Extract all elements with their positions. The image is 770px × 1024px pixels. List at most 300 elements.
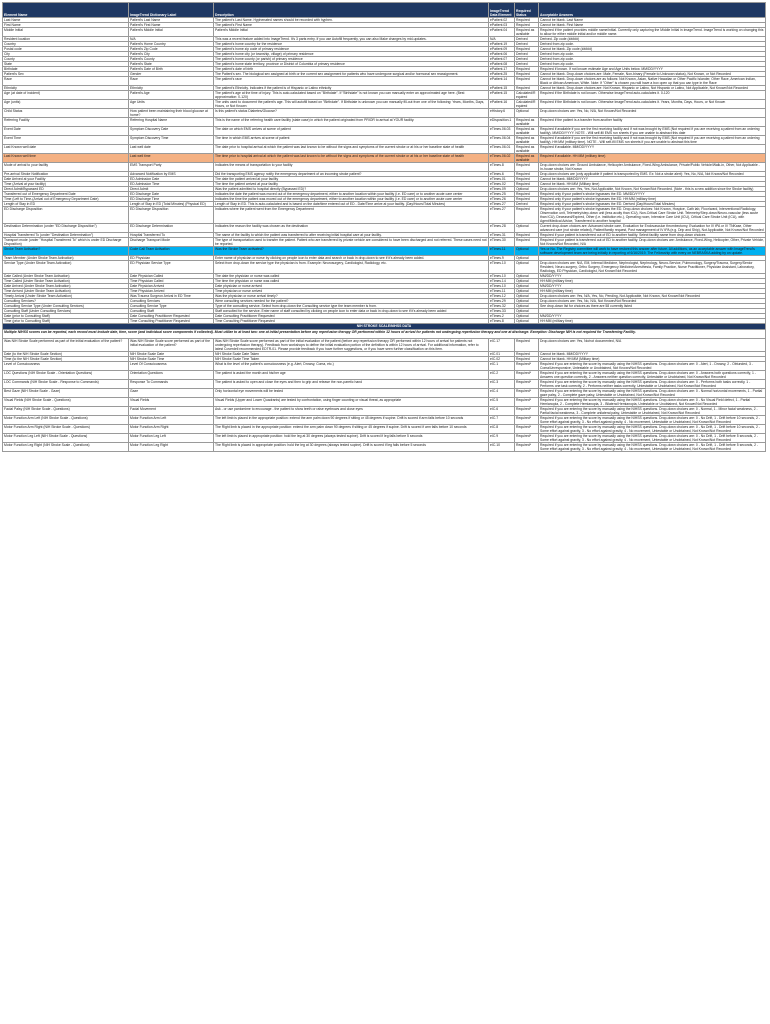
cell-required-status: Required [515, 207, 539, 224]
cell-data-element: eTimes.33 [489, 309, 515, 314]
cell-data-element: eIC.7 [489, 416, 515, 425]
table-header [3, 3, 766, 18]
cell-dictionary-label: Code Call Team Activation [129, 247, 214, 256]
cell-data-element: ePatient.15 [489, 86, 515, 91]
cell-dictionary-label: ED Discharge Date [129, 192, 214, 197]
cell-acceptable-answers: Derived from zip code. [539, 52, 766, 57]
cell-description: Only horizontal eye movements will be tested [214, 389, 489, 398]
cell-acceptable-answers: Required only if your patient's stroke bypasses the ED. HH:MM (military time) [539, 197, 766, 202]
cell-dictionary-label: Consulting Services [129, 299, 214, 304]
cell-element-name: Motor Function Arm Left (NIH Stroke Scale - Questions) [3, 416, 129, 425]
cell-required-status: Required [515, 47, 539, 52]
cell-data-element: eTimes.25 [489, 192, 515, 197]
cell-acceptable-answers: Required if available if you are the first receiving facility and if not was brought by EMS (Not required if you are receiving a patient from an ordering facility). HH:MM (military time). NOTE - Will self-fill EMS run sheets if you are unable to abstract this time [539, 136, 766, 145]
cell-description: Time Consulting Practitioner Requested [214, 319, 489, 324]
cell-element-name: Was NIH Stroke Scale performed as part of the initial evaluation of the patient? [3, 339, 129, 352]
cell-element-name: Time Called (Under Stroke Team Activation) [3, 279, 129, 284]
cell-dictionary-label: NIH Stroke Scale Date [129, 352, 214, 357]
table-row [3, 425, 766, 434]
cell-description: The patient's home county (or parish) of primary residence [214, 57, 489, 62]
header-element-name: Element Name [3, 3, 129, 18]
cell-dictionary-label: Was Trauma Surgeon Arrival in ED Time [129, 294, 214, 299]
cell-element-name: Ethnicity [3, 86, 129, 91]
cell-required-status: Optional [515, 304, 539, 309]
cell-description: The patient is asked to open and close the eyes and then to grip and release the non-paretic hand [214, 380, 489, 389]
cell-description: Is this patient's status Diabetes/Glucose? [214, 109, 489, 118]
cell-required-status: Optional [515, 309, 539, 314]
cell-acceptable-answers: Cannot be blank. HH:MM (Military time) [539, 357, 766, 362]
cell-element-name: Team Member (Under Stroke Team Activation) [3, 256, 129, 261]
table-row [3, 389, 766, 398]
cell-required-status: Required as available [515, 154, 539, 163]
cell-description: Was NIH Stroke Scale score performed as part of the initial evaluation of the patient (before any reperfusion therapy OR performed within 12 hours of arrival for patients not undergoing reperfusion therapy). Feedback from workshops to define the initial evaluation portion of the definition is within 12 hours of arrival. For additional information, refer to latest Coverdell recommended EDTR-01. Please provide feedback if you have further suggestions, or if you have seen further classification on this item. [214, 339, 489, 352]
cell-dictionary-label: ED Physician Service Type [129, 261, 214, 274]
cell-description: The Patient's sex. The biological sex assigned at birth or the current sex assignment for patients who have undergone surgical and/or hormonal sex reassignment. [214, 72, 489, 77]
cell-element-name: Time (Arrival at your facility) [3, 182, 129, 187]
cell-description: The time the physician or nurse was called [214, 279, 489, 284]
cell-data-element: ePatient.03 [489, 23, 515, 28]
cell-data-element: eIC.02 [489, 357, 515, 362]
header-required-status: Required Status [515, 3, 539, 18]
cell-data-element: eTimes.6 [489, 172, 515, 177]
cell-description: Visual Fields (Upper and Lower Quadrants) are tested by confrontation, using finger counting or visual threat, as appropriate [214, 398, 489, 407]
cell-data-element: ePatient.14 [489, 77, 515, 86]
cell-acceptable-answers: HH:MM (military time) [539, 289, 766, 294]
cell-description: The patient is asked the month and his/her age [214, 371, 489, 380]
cell-acceptable-answers: Cannot be blank. Last Name [539, 18, 766, 23]
cell-element-name: Country [3, 42, 129, 47]
cell-element-name: Level of Consciousness [3, 362, 129, 371]
cell-dictionary-label: Date Consulting Practitioner Requested [129, 314, 214, 319]
cell-dictionary-label: Visual Fields [129, 398, 214, 407]
cell-description: NIH Stroke Scale Time Taken [214, 357, 489, 362]
cell-acceptable-answers: Cannot be blank. Zip code (#####) [539, 47, 766, 52]
cell-element-name: Stroke Team Activation? [3, 247, 129, 256]
cell-element-name: Time (Left to Time-(Arrival out of Emergency Department Date) [3, 197, 129, 202]
cell-dictionary-label: Date Physician Arrived [129, 284, 214, 289]
cell-required-status: Optional [515, 274, 539, 279]
cell-required-status: Required* [515, 389, 539, 398]
cell-data-element: eTimes.9 [489, 256, 515, 261]
table-row [3, 109, 766, 118]
header-acceptable-answers: Acceptable Answers [539, 3, 766, 18]
cell-element-name: Date Called (Under Stroke Team Activation) [3, 274, 129, 279]
cell-dictionary-label: ED Discharge Time [129, 197, 214, 202]
cell-required-status: Derived [515, 42, 539, 47]
cell-required-status: Required* [515, 416, 539, 425]
cell-description: The patient's date of birth [214, 67, 489, 72]
cell-description: The time in which EMS arrives at scene of patient [214, 136, 489, 145]
cell-data-element: eIC.17 [489, 339, 515, 352]
cell-data-element: eTimes.8 [489, 163, 515, 172]
table-row [3, 28, 766, 37]
cell-required-status: Required as available [515, 127, 539, 136]
cell-description: The date the patient arrived at your facility [214, 177, 489, 182]
cell-element-name: City [3, 52, 129, 57]
cell-dictionary-label: Was NIH Stroke Scale score performed as part of the initial evaluation of the patient? [129, 339, 214, 352]
cell-description: Date Consulting Practitioner Requested [214, 314, 489, 319]
cell-element-name: Motor Function Leg Right (NIH Stroke Scale - Questions) [3, 443, 129, 452]
cell-dictionary-label: Patient's City [129, 52, 214, 57]
cell-dictionary-label: Patient's Last Name [129, 18, 214, 23]
cell-element-name: Date (prior to Consulting Staff) [3, 314, 129, 319]
cell-data-element: eIC.01 [489, 352, 515, 357]
cell-dictionary-label: N/A [129, 37, 214, 42]
cell-required-status: Derived [515, 202, 539, 207]
cell-element-name: LOC Commands (NIH Stroke Scale - Response to Commands) [3, 380, 129, 389]
table-row [3, 154, 766, 163]
cell-description: The patient's Ethnicity. Indicates if the patient is of Hispanic or Latino ethnicity [214, 86, 489, 91]
cell-element-name: Date Arrived at your Facility [3, 177, 129, 182]
cell-acceptable-answers: See drop-down list for choices as there are 58 currently listed [539, 304, 766, 309]
cell-element-name: Referring Facility [3, 118, 129, 127]
cell-element-name: Consulting Services? [3, 299, 129, 304]
cell-dictionary-label: Motor Function Leg Left [129, 434, 214, 443]
cell-acceptable-answers: Cannot be blank. MM/DD/YYYY [539, 177, 766, 182]
cell-element-name: State [3, 62, 129, 67]
cell-dictionary-label: Patient's First Name [129, 23, 214, 28]
cell-description: What is the level of the patient's consciousness (e.g. Alert, Drowsy, Coma, etc.) [214, 362, 489, 371]
cell-data-element: ePatient.02 [489, 18, 515, 23]
cell-element-name: Resident location [3, 37, 129, 42]
cell-dictionary-label: Patient's State [129, 62, 214, 67]
cell-description: Were consulting services needed for the patient? [214, 299, 489, 304]
cell-element-name: Last Known well date [3, 145, 129, 154]
cell-description: The patient's home state territory, province or District of Columbia of primary residence [214, 62, 489, 67]
cell-description: Type of the consulting service. Select from drop-down the Consulting service type the team member is from. [214, 304, 489, 309]
cell-required-status: Required [515, 77, 539, 86]
cell-data-element: eHistory.6 [489, 109, 515, 118]
cell-description: Indicates the date the patient was moved out of the emergency department, either to another location within your facility (i.e. ED care) or to another acute care center [214, 192, 489, 197]
cell-element-name: County [3, 57, 129, 62]
cell-acceptable-answers: Derived. Zip code (#####) [539, 37, 766, 42]
cell-element-name: Postal code [3, 47, 129, 52]
cell-dictionary-label: Time Physician Called [129, 279, 214, 284]
cell-data-element: eTimes.10 [489, 274, 515, 279]
cell-description: Staff consulted for the service. Enter name of staff consulted by clicking on people icon to enter data or back in drop-down to see if it's already been added [214, 309, 489, 314]
cell-element-name: Transport mode (under "Hospital Transferred To" which is under ED Discharge Disposition) [3, 238, 129, 247]
cell-description: The patient's home city (or township, village) of primary residence [214, 52, 489, 57]
cell-required-status: Required* [515, 362, 539, 371]
cell-required-status: Required [515, 182, 539, 187]
cell-required-status: Required [515, 23, 539, 28]
cell-data-element: eTimes.28 [489, 224, 515, 233]
cell-acceptable-answers: Drop-down choices are: Yes, No, N/A, Not Known/Not Recorded [539, 109, 766, 118]
cell-dictionary-label: Motor Function Arm Left [129, 416, 214, 425]
cell-acceptable-answers: Required if available. MM/DD/YYYY [539, 145, 766, 154]
cell-acceptable-answers: Derived from zip code. [539, 57, 766, 62]
cell-dictionary-label: ED Admission Time [129, 182, 214, 187]
cell-dictionary-label: Last well date [129, 145, 214, 154]
cell-data-element: eTimes.11 [489, 247, 515, 256]
cell-acceptable-answers: Required if you are entering the score by manually using the NIHSS questions. Drop-down choices are: 0 - No Drift, 1 - Drift before 5 seconds, 2 - Some effort against gravity, 3 - No effort against gravity, 4 - No movement, Untestable or Unobtained, Not Known/Not Recorded [539, 443, 766, 452]
cell-description: The patient's age at the time of injury. This is auto-calculated based on "Birthdate". If "Birthdate" is not known you can manually enter an approximated age here. (Best approximation: 0-120) [214, 91, 489, 100]
cell-element-name: Direct Admit/Bypassed ED [3, 187, 129, 192]
cell-description: The time the patient arrived at your facility [214, 182, 489, 187]
cell-data-element: ePatient.08 [489, 62, 515, 67]
cell-dictionary-label: Age Units [129, 100, 214, 109]
cell-data-element: ePatient.19 [489, 42, 515, 47]
cell-dictionary-label: Consulting Service Type [129, 304, 214, 309]
cell-required-status: Optional [515, 284, 539, 289]
cell-description: The patient's home country for the residence [214, 42, 489, 47]
cell-data-element: eTimes.06.03 [489, 127, 515, 136]
cell-description: Date physician or nurse arrived [214, 284, 489, 289]
cell-element-name: Consulting Service Type (Under Consulting Services) [3, 304, 129, 309]
cell-required-status: Required [515, 192, 539, 197]
cell-description: The date prior to hospital arrival at which the patient was last known to be without the signs and symptoms of the current stroke or at his or her baseline state of health [214, 145, 489, 154]
cell-description: The patient's race [214, 77, 489, 86]
cell-dictionary-label: Patient's Zip Code [129, 47, 214, 52]
cell-dictionary-label: Ethnicity [129, 86, 214, 91]
cell-element-name: Time Arrived (Under Stroke Team Activation) [3, 289, 129, 294]
table-row [3, 145, 766, 154]
cell-required-status: Optional [515, 289, 539, 294]
cell-data-element: eIC.4 [489, 389, 515, 398]
cell-required-status: Optional [515, 247, 539, 256]
cell-required-status: Calculated/Required [515, 91, 539, 100]
cell-acceptable-answers: Cannot be blank. First Name [539, 23, 766, 28]
cell-description: Was the Stroke Team activated? [214, 247, 489, 256]
cell-dictionary-label: EMS Transport Party [129, 163, 214, 172]
section-note: Multiple NIHSS scores can be reported, each record must include date, time, score (and individual score components if collected). Must utilize to at least two: one at initial presentation before any reperfusion therapy OR performed within 12 hours of arrival for patients not undergoing reperfusion therapy and one at discharge. Exception: Discharge NIH is not required for Transferring Facility. [3, 330, 766, 339]
cell-acceptable-answers: Required if the Birthdate is not known. Otherwise ImageTrend auto-calculates it. Years, Months, Days, Hours, or Not Known [539, 100, 766, 109]
cell-required-status: Optional [515, 319, 539, 324]
cell-description: The left limb is placed in appropriate position: hold the leg at 30 degrees (always tested supine). Drift is scored if leg falls before 5 seconds [214, 434, 489, 443]
cell-element-name: Age (units) [3, 100, 129, 109]
cell-dictionary-label: Facial Movement [129, 407, 214, 416]
cell-data-element: eTimes.8 [489, 319, 515, 324]
cell-element-name: First Name [3, 23, 129, 28]
cell-acceptable-answers: Required if the patient is a transfer from another facility [539, 118, 766, 127]
cell-dictionary-label: Hospital Transferred To [129, 233, 214, 238]
cell-data-element: eTimes.27 [489, 202, 515, 207]
cell-description: Select from drop-down the service type the physician is from. Example: Neurosurgery, Cardiologist, Radiology, etc. [214, 261, 489, 274]
cell-dictionary-label: Response To Commands [129, 380, 214, 389]
cell-required-status: Required* [515, 407, 539, 416]
cell-description: Indicates the reason the facility was chosen as the destination [214, 224, 489, 233]
cell-description: Was the physician or nurse arrival timely? [214, 294, 489, 299]
table-row [3, 136, 766, 145]
cell-element-name: Event Time [3, 136, 129, 145]
cell-data-element: eTimes.06.01 [489, 145, 515, 154]
cell-dictionary-label: Advanced Notification by EMS [129, 172, 214, 177]
cell-data-element: eIC.5 [489, 398, 515, 407]
cell-element-name: Motor Function Leg Left (NIH Stroke Scale - Questions) [3, 434, 129, 443]
cell-acceptable-answers: Required if the patient provides middle name/initial. Currently only capturing the Middle Initial in ImageTrend. ImageTrend is working on changing this to allow for either middle initial and/or middle name. [539, 28, 766, 37]
cell-dictionary-label: Patient's Date of Birth [129, 67, 214, 72]
table-row [3, 261, 766, 274]
section-title: NIH STROKE SCALE/NIHSS DATA [3, 324, 766, 330]
cell-acceptable-answers: Cannot be blank. Drop-down choices are: Male, Female, Non-binary (Female to Unknown status), Not Known, or Not Recorded [539, 72, 766, 77]
cell-element-name: Hospital Transferred To (under "Destination Determination") [3, 233, 129, 238]
cell-element-name: Mode of arrival to your facility [3, 163, 129, 172]
cell-data-element: eTimes.14 [489, 279, 515, 284]
cell-data-element: eIC.8 [489, 425, 515, 434]
cell-description: The name of the facility to which the patient was transferred to after receiving initial hospital care at your facility. [214, 233, 489, 238]
cell-acceptable-answers: HH:MM (military time) [539, 319, 766, 324]
cell-dictionary-label: Orientation Questions [129, 371, 214, 380]
cell-element-name: Time (to the NIH Stroke Scale Section) [3, 357, 129, 362]
cell-dictionary-label: Race [129, 77, 214, 86]
header-row [3, 3, 766, 18]
cell-data-element: ePatient.09 [489, 47, 515, 52]
table-row [3, 127, 766, 136]
cell-required-status: Required [515, 172, 539, 177]
cell-description: The patient's Last Name. Hyphenated names should be recorded with hyphen. [214, 18, 489, 23]
cell-data-element: eIC.3 [489, 380, 515, 389]
cell-data-element: eTimes.10 [489, 284, 515, 289]
cell-dictionary-label: How patient been maintaining their blood glucose at home? [129, 109, 214, 118]
cell-dictionary-label: ED Admission Date [129, 177, 214, 182]
cell-data-element: eTimes.2 [489, 314, 515, 319]
cell-required-status: Required* [515, 443, 539, 452]
header-dictionary-label: ImageTrend Dictionary Label [129, 3, 214, 18]
cell-description: Enter name of physician or nurse by clicking on people icon to enter data and search or back in drop-down to see if it's already been added. [214, 256, 489, 261]
cell-element-name: Pre-arrival Stroke Notification [3, 172, 129, 177]
cell-element-name: Middle Initial [3, 28, 129, 37]
cell-dictionary-label: ED Discharge Determination [129, 224, 214, 233]
table-row [3, 362, 766, 371]
cell-description: Patient's Middle Initial [214, 28, 489, 37]
cell-element-name: Consulting Staff (Under Consulting Services) [3, 309, 129, 314]
cell-description: The type of transportation used to transfer the patient. Patient who are transferred by private vehicle are considered to have been discharged and not referred. These cases need not be reported. [215, 238, 487, 246]
cell-data-element: eTimes.27 [489, 207, 515, 224]
cell-required-status: Required [515, 357, 539, 362]
table-row [3, 339, 766, 352]
table-row [3, 163, 766, 172]
cell-description: NIH Stroke Scale Date Taken [214, 352, 489, 357]
header-data-element: ImageTrend Data Element [489, 3, 515, 18]
cell-acceptable-answers: Required if your patient is transferred out of ED to another facility. Drop-down choices are: Ambulance, Fixed-Wing, Helicopter, Other, Private Vehicle, Not Known/Not Recorded, N/A [540, 238, 765, 246]
table-row [3, 398, 766, 407]
cell-acceptable-answers: Yes or No. The Registry committee will work to have restored this answer after future. All additions, as an acceptable answer with ImageTrend's software development team are being initially in reporting of 6/16/2019. The Fellowship with every on NEBRASKA adding by on update. [539, 247, 766, 256]
cell-acceptable-answers: Drop-down choices are (only applicable if patient is transported by EMS. Ex: Not a stroke alert): Yes, No, N/A, Not Known/Not Recorded [539, 172, 766, 177]
cell-required-status: Derived [515, 37, 539, 42]
cell-required-status: Required as available [515, 118, 539, 127]
cell-required-status: Required as available [515, 28, 539, 37]
cell-element-name: Timely Arrival (Under Stroke Team Activation) [3, 294, 129, 299]
cell-acceptable-answers: Required if the Birthdate is not known. Otherwise ImageTrend auto-calculates it. 0-120 [539, 91, 766, 100]
table-row [3, 207, 766, 224]
cell-acceptable-answers: Drop-down choices are: Ground Ambulance, Helicopter Ambulance, Fixed-Wing Ambulance, Private/Public Vehicle/Walk-in, Other, Not Applicable - In-house stroke, Not Known [539, 163, 766, 172]
cell-data-element: eTimes.12 [489, 294, 515, 299]
cell-description: Was the patient admitted to hospital directly (Bypassed ED)? [214, 187, 489, 192]
cell-acceptable-answers: Derived from zip code. [539, 62, 766, 67]
cell-element-name: Transferred out of Emergency Department Date [3, 192, 129, 197]
cell-acceptable-answers: Required if you are entering the score by manually using the NIHSS questions. Drop-down choices are: 0 - No Drift, 1 - Drift before 10 seconds, 2 - Some effort against gravity, 3 - No effort against gravity, 4 - No movement, Untestable or Unobtained, Not Known/Not Recorded [539, 425, 766, 434]
cell-element-name: Birthdate [3, 67, 129, 72]
cell-element-name: ED Discharge Disposition [3, 207, 129, 224]
cell-element-name: Facial Palsy (NIH Stroke Scale - Questions) [3, 407, 129, 416]
cell-data-element: eDisposition.1 [489, 118, 515, 127]
table-row [3, 407, 766, 416]
cell-dictionary-label: Direct Admit [129, 187, 214, 192]
cell-required-status: Required [515, 18, 539, 23]
cell-acceptable-answers: Required if available. HH:MM (military time) [539, 154, 766, 163]
table-row [3, 91, 766, 100]
cell-data-element: eTimes.26 [489, 197, 515, 202]
cell-element-name: Date Arrived (Under Stroke Team Activation) [3, 284, 129, 289]
cell-required-status: Derived [515, 62, 539, 67]
cell-data-element: eIC.6 [489, 407, 515, 416]
cell-dictionary-label: ED Physician [129, 256, 214, 261]
table-body [3, 18, 766, 452]
cell-dictionary-label: Motor Function Arm Right [129, 425, 214, 434]
cell-acceptable-answers: Derived from zip code. [539, 42, 766, 47]
cell-data-element: eTimes.02 [489, 182, 515, 187]
cell-data-element: eIC.10 [489, 443, 515, 452]
cell-acceptable-answers: Drop-down choices are: Yes, N/A, Yes, No, Pending, Not Applicable, Not Known, Not Known/Not Recorded [539, 294, 766, 299]
cell-description: The units used to document the patient's age. This will autofill based on "Birthdate". If Birthdate is unknown you can manually fill-out from one of the following: Years, Months, Days, Hours, or Not Known [214, 100, 489, 109]
header-description: Description [214, 3, 489, 18]
cell-data-element: ePatient.17 [489, 67, 515, 72]
cell-dictionary-label: Last well time [129, 154, 214, 163]
cell-dictionary-label: Symptom Discovery Time [129, 136, 214, 145]
cell-description: Time physician or nurse arrived [214, 289, 489, 294]
cell-data-element: ePatient.16 [489, 100, 515, 109]
cell-description: Indicates the means of transportation to your facility [214, 163, 489, 172]
cell-element-name: Last Name [3, 18, 129, 23]
cell-dictionary-label: Length of Stay in ED (Total Minutes) (Physical ED) [129, 202, 214, 207]
cell-data-element: eTimes.30 [489, 238, 515, 247]
cell-description: This is the name of the referring health care facility (state case) in which the patient originated from PRIOR to arrival at YOUR facility. [214, 118, 489, 127]
cell-data-element: ePatient.25 [489, 72, 515, 77]
cell-element-name: Service Type (Under Stroke Team Activation) [3, 261, 129, 274]
cell-element-name: Race [3, 77, 129, 86]
cell-description: The left limb is placed in the appropriate position: extend the arm palm down 90 degrees if sitting or 45 degrees if supine. Drift is scored if arm falls before 10 seconds [214, 416, 489, 425]
cell-description: The Right limb is placed in appropriate position: hold the leg at 30 degrees (always tested supine). Drift is scored if leg falls before 5 seconds [214, 443, 489, 452]
cell-dictionary-label: Gender [129, 72, 214, 77]
table-row [3, 118, 766, 127]
cell-dictionary-label: Referring Hospital Name [129, 118, 214, 127]
cell-dictionary-label: Patient's Middle Initial [129, 28, 214, 37]
cell-data-element: eIC.2 [489, 371, 515, 380]
cell-acceptable-answers: MM/DD/YYYY [539, 274, 766, 279]
cell-element-name: Age (at date of incident) [3, 91, 129, 100]
table-row [3, 77, 766, 86]
cell-required-status: Optional [515, 314, 539, 319]
cell-required-status: Optional [515, 256, 539, 261]
cell-required-status: Optional [515, 294, 539, 299]
cell-description: The date the physician or nurse was called [214, 274, 489, 279]
cell-description: The Right limb is placed in the appropriate position: extend the arm palm down 90 degrees if sitting or 45 degrees if supine. Drift is scored if arm falls before 10 seconds [214, 425, 489, 434]
cell-description: Indicates where the patient went from the Emergency Department [214, 207, 489, 224]
cell-data-element: eTimes.06.02 [489, 154, 515, 163]
cell-acceptable-answers: Drop-down choices are: N/A, EM, Internal Medicine, Nephrologist, Nephrology, Neuro-Service, Pulmonology, Surgery/Trauma, Surgery/Senior Resident, Neuro-surgery, Ortho Surgery, Emergency Medicine/Anesthesia, Family Practice, Nurse Practitioner, Physician Assistant, Laboratory, Radiology, ED Physician, Cardiologist, Not Known/Not Recorded [539, 261, 766, 274]
cell-element-name: Patient's Sex [3, 72, 129, 77]
cell-element-name: Length of Stay in ED [3, 202, 129, 207]
cell-data-element: ePatient.06 [489, 52, 515, 57]
cell-element-name: Last Known well time [3, 154, 129, 163]
cell-dictionary-label: Discharge Transport Mode [129, 238, 214, 247]
table-row [3, 100, 766, 109]
cell-required-status: Required* [515, 380, 539, 389]
cell-dictionary-label: Patient's Home Country [129, 42, 214, 47]
cell-description: The time prior to hospital arrival at which the patient was last known to be without the signs and symptoms of the current stroke or at his or her baseline state of health [214, 154, 489, 163]
cell-required-status: Optional [515, 299, 539, 304]
cell-acceptable-answers: Required if you are entering the score by manually using the NIHSS questions. Drop-down choices are: 0 - Alert, 1 - Drowsy, 2 - Obtunded, 3 - Coma/Unresponsive, Untestable or Unobtained, Not Known/Not Recorded [539, 362, 766, 371]
cell-dictionary-label: Patient's County [129, 57, 214, 62]
cell-acceptable-answers: Required if available if you are the first receiving facility and if not was brought by EMS (Not required if you are receiving a patient from an ordering facility). MM/DD/YYYY. NOTE - Will self-fill EMS run sheets if you are unable to abstract this date [539, 127, 766, 136]
cell-acceptable-answers: Cannot be blank. Drop-down choices are: Not Known, Hispanic or Latino, Not Hispanic or Latino, Not Applicable, Not Known/Not Recorded [539, 86, 766, 91]
cell-required-status: Required [515, 86, 539, 91]
cell-acceptable-answers: Required if you are entering the score by manually using the NIHSS questions. Drop-down choices are: 0 - Normal horizontal movements, 1 - Partial gaze palsy, 2 - Complete gaze palsy, Untestable or Unobtained, Not Known/Not Recorded [539, 389, 766, 398]
cell-description: Indicates the time the patient was moved out of the emergency department, either to another location within your facility (i.e. ED care) or to another acute care center [214, 197, 489, 202]
cell-dictionary-label: Time Consulting Practitioner Requested [129, 319, 214, 324]
cell-required-status: Derived [515, 57, 539, 62]
cell-description: The patient's First Name [214, 23, 489, 28]
